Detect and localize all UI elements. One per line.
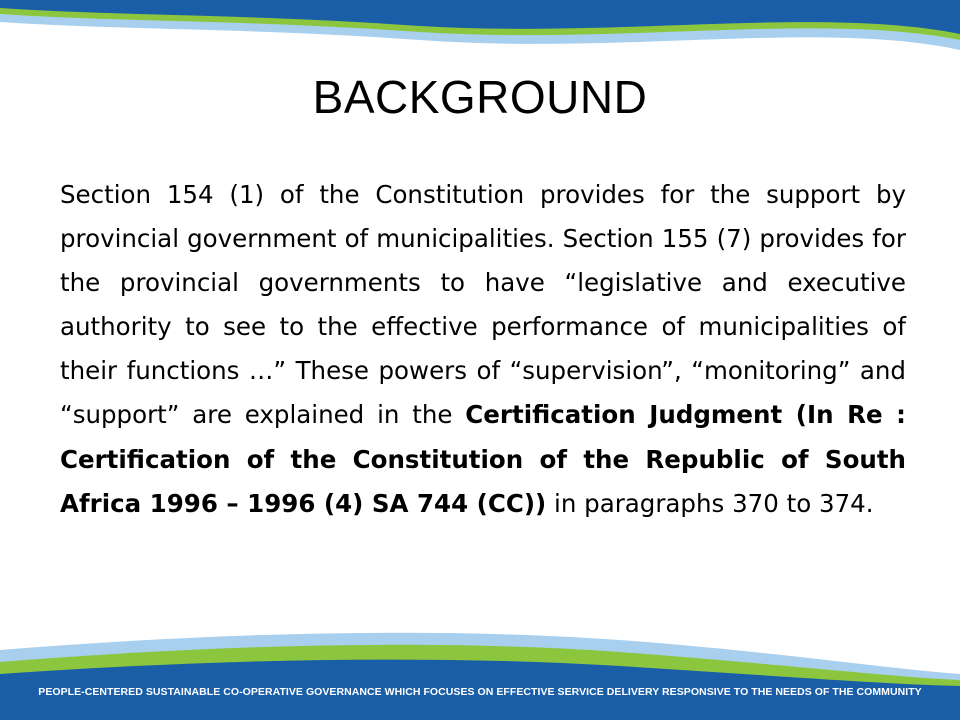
top-wave-banner (0, 0, 960, 70)
slide-title: BACKGROUND (312, 71, 648, 123)
body-text-part2: in paragraphs 370 to 374. (546, 488, 874, 518)
footer-tagline: PEOPLE-CENTERED SUSTAINABLE CO-OPERATIVE GOVERNANCE WHICH FOCUSES ON EFFECTIVE SERVICE DELIVERY RESPONSIVE TO THE NEEDS OF THE COMMUNITY (38, 686, 922, 698)
body-text-part1: Section 154 (1) of the Constitution provides for the support by provincial government of municipalities. Section 155 (7) provides for the provincial governments to have “legislative and executive authority to see to the effective performance of municipalities of their functions …” These powers of “supervision”, “monitoring” and “support” are explained in the (60, 180, 906, 430)
body-paragraph (60, 173, 906, 526)
bottom-wave-banner (0, 628, 960, 720)
body-text-bold-citation: Certification Judgment (In Re : Certification of the Constitution of the Republic of South Africa 1996 – 1996 (4) SA 744 (CC)) (60, 400, 906, 518)
